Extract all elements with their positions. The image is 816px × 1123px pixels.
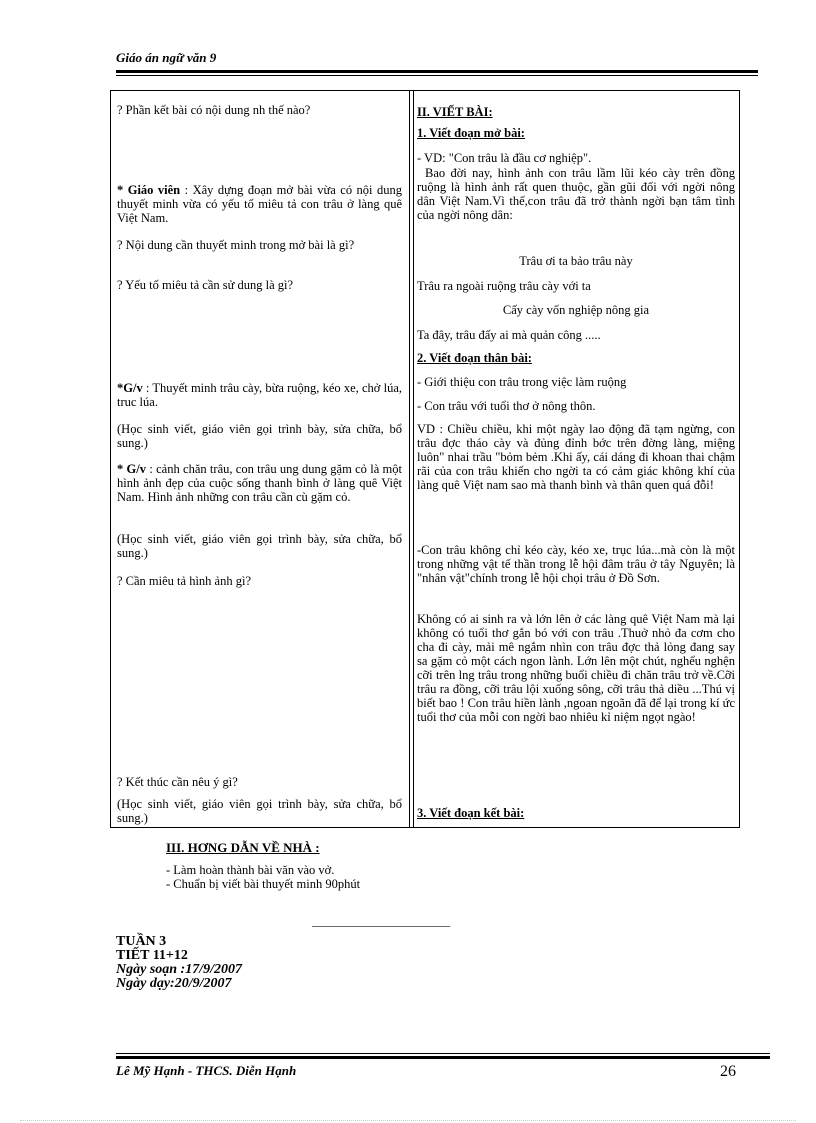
body-paragraph-2: -Con trâu không chỉ kéo cày, kéo xe, trục lúa...mà còn là một trong những vật tế thần trong lễ hội đâm trâu ở tây Nguyên; là "nhân vật"chính trong lễ hội chọi trâu ở Đồ Sơn. <box>417 543 735 585</box>
column-divider <box>409 91 410 827</box>
subheading-intro: 1. Viết đoạn mở bài: <box>417 126 525 140</box>
question-ending: ? Kết thúc cần nêu ý gì? <box>117 775 238 789</box>
teacher-label: *G/v <box>117 381 143 395</box>
question-conclusion: ? Phần kết bài có nội dung nh thế nào? <box>117 103 311 117</box>
section-heading-write: II. VIẾT BÀI: <box>417 105 493 119</box>
student-instruction-3: (Học sinh viết, giáo viên gọi trình bày, sửa chữa, bổ sung.) <box>117 797 402 825</box>
teacher-label: * Giáo viên <box>117 183 181 197</box>
column-divider-2 <box>413 91 414 827</box>
body-example: VD : Chiều chiều, khi một ngày lao động đã tạm ngừng, con trâu đợc tháo cày và đủng đỉnh bớc trên đờng làng, miệng luôn" nhai trầu "bỏm bẻm .Khi ấy, cái dáng đi khoan thai chậm rãi của con trâu khiến cho ngời ta có cảm giác không khí của làng quê Việt nam sao mà thanh bình và thân quen quá đỗi! <box>417 422 735 492</box>
example-intro: - VD: "Con trâu là đầu cơ nghiệp". <box>417 151 592 165</box>
question-description: ? Yếu tố miêu tả cần sử dung là gì? <box>117 278 294 292</box>
footer-rule <box>116 1056 770 1059</box>
page-edge <box>20 1120 796 1121</box>
subheading-body: 2. Viết đoạn thân bài: <box>417 351 532 365</box>
lesson-table <box>110 90 740 828</box>
week-label: TUẦN 3 <box>116 934 167 949</box>
teacher-note-text: : cảnh chăn trâu, con trâu ung dung gặm cỏ là một hình ảnh đẹp của cuộc sống thanh bình ở làng quê Việt Nam. Hình ảnh những con trâu cần cù gặm cỏ. <box>117 462 402 504</box>
body-point-1: - Giới thiệu con trâu trong việc làm ruộng <box>417 375 627 389</box>
homework-list <box>166 863 360 891</box>
separator-line: _______________________ <box>312 914 450 928</box>
question-intro-content: ? Nội dung cần thuyết minh trong mở bài là gì? <box>117 238 355 252</box>
student-instruction-1: (Học sinh viết, giáo viên gọi trình bày, sửa chữa, bổ sung.) <box>117 422 402 450</box>
intro-paragraph: Bao đời nay, hình ảnh con trâu lầm lũi kéo cày trên đồng ruộng là hình ảnh rất quen thuộc, gần gũi đối với ngời nông dân Việt Nam.Vì thế,con trâu đã trở thành ngời bạn tâm tình của ngời nông dân: <box>417 166 735 222</box>
body-point-2: - Con trâu với tuổi thơ ở nông thôn. <box>417 399 596 413</box>
teacher-note-3 <box>117 462 402 504</box>
poem-line-1: Trâu ơi ta bảo trâu này <box>519 254 633 268</box>
poem-line-4: Ta đây, trâu đấy ai mà quản công ..... <box>417 328 601 342</box>
poem-line-3: Cấy cày vốn nghiệp nông gia <box>502 303 650 317</box>
teacher-note-text: : Xây dựng đoạn mở bài vừa có nội dung thuyết minh vừa có yếu tố miêu tả con trâu ở làng quê Việt Nam. <box>117 183 403 225</box>
body-paragraph-3: Không có ai sinh ra và lớn lên ở các làng quê Việt Nam mà lại không có tuổi thơ gắn bó với con trâu .Thuở nhỏ đa cơm cho cha đi cày, mải mê ngắm nhìn con trâu đợc thả lỏng đang say sa gặm cỏ một cách ngon lành. Lớn lên một chút, nghểu nghện cỡi trên lng trâu trong những buổi chiều đi chăn trâu trở về.Cỡi trâu ra đồng, cỡi trâu lội xuống sông, cỡi trâu thả diều ...Thú vị biết bao ! Con trâu hiền lành ,ngoan ngoãn đã để lại trong kí ức tuổi thơ của mỗi con ngời bao nhiêu kỉ niệm ngọt ngào! <box>417 612 735 724</box>
footer-rule-thin <box>116 1053 770 1054</box>
teacher-note-1 <box>117 183 402 225</box>
homework-heading: III. HƠNG DẪN VỀ NHÀ : <box>166 840 320 855</box>
poem-line-2: Trâu ra ngoài ruộng trâu cày với ta <box>417 279 591 293</box>
header-rule-thin <box>116 75 758 76</box>
prep-date: Ngày soạn :17/9/2007 <box>116 962 242 977</box>
teacher-note-2 <box>117 381 402 409</box>
subheading-conclusion: 3. Viết đoạn kết bài: <box>417 806 525 820</box>
student-instruction-2: (Học sinh viết, giáo viên gọi trình bày, sửa chữa, bổ sung.) <box>117 532 402 560</box>
homework-item: - Chuẩn bị viết bài thuyết minh 90phút <box>166 877 361 891</box>
header-rule <box>116 70 758 73</box>
homework-item: - Làm hoàn thành bài văn vào vở. <box>166 863 335 877</box>
question-image: ? Cần miêu tả hình ảnh gì? <box>117 574 251 588</box>
page-number: 26 <box>720 1063 736 1080</box>
lesson-label: TIẾT 11+12 <box>116 948 188 963</box>
document-header-title: Giáo án ngữ văn 9 <box>116 50 217 65</box>
teacher-note-text: : Thuyết minh trâu cày, bừa ruộng, kéo xe, chở lúa, truc lúa. <box>117 381 402 409</box>
teacher-label: * G/v <box>117 462 147 476</box>
teach-date: Ngày dạy:20/9/2007 <box>116 976 232 991</box>
footer-author: Lê Mỹ Hạnh - THCS. Diễn Hạnh <box>116 1063 297 1078</box>
